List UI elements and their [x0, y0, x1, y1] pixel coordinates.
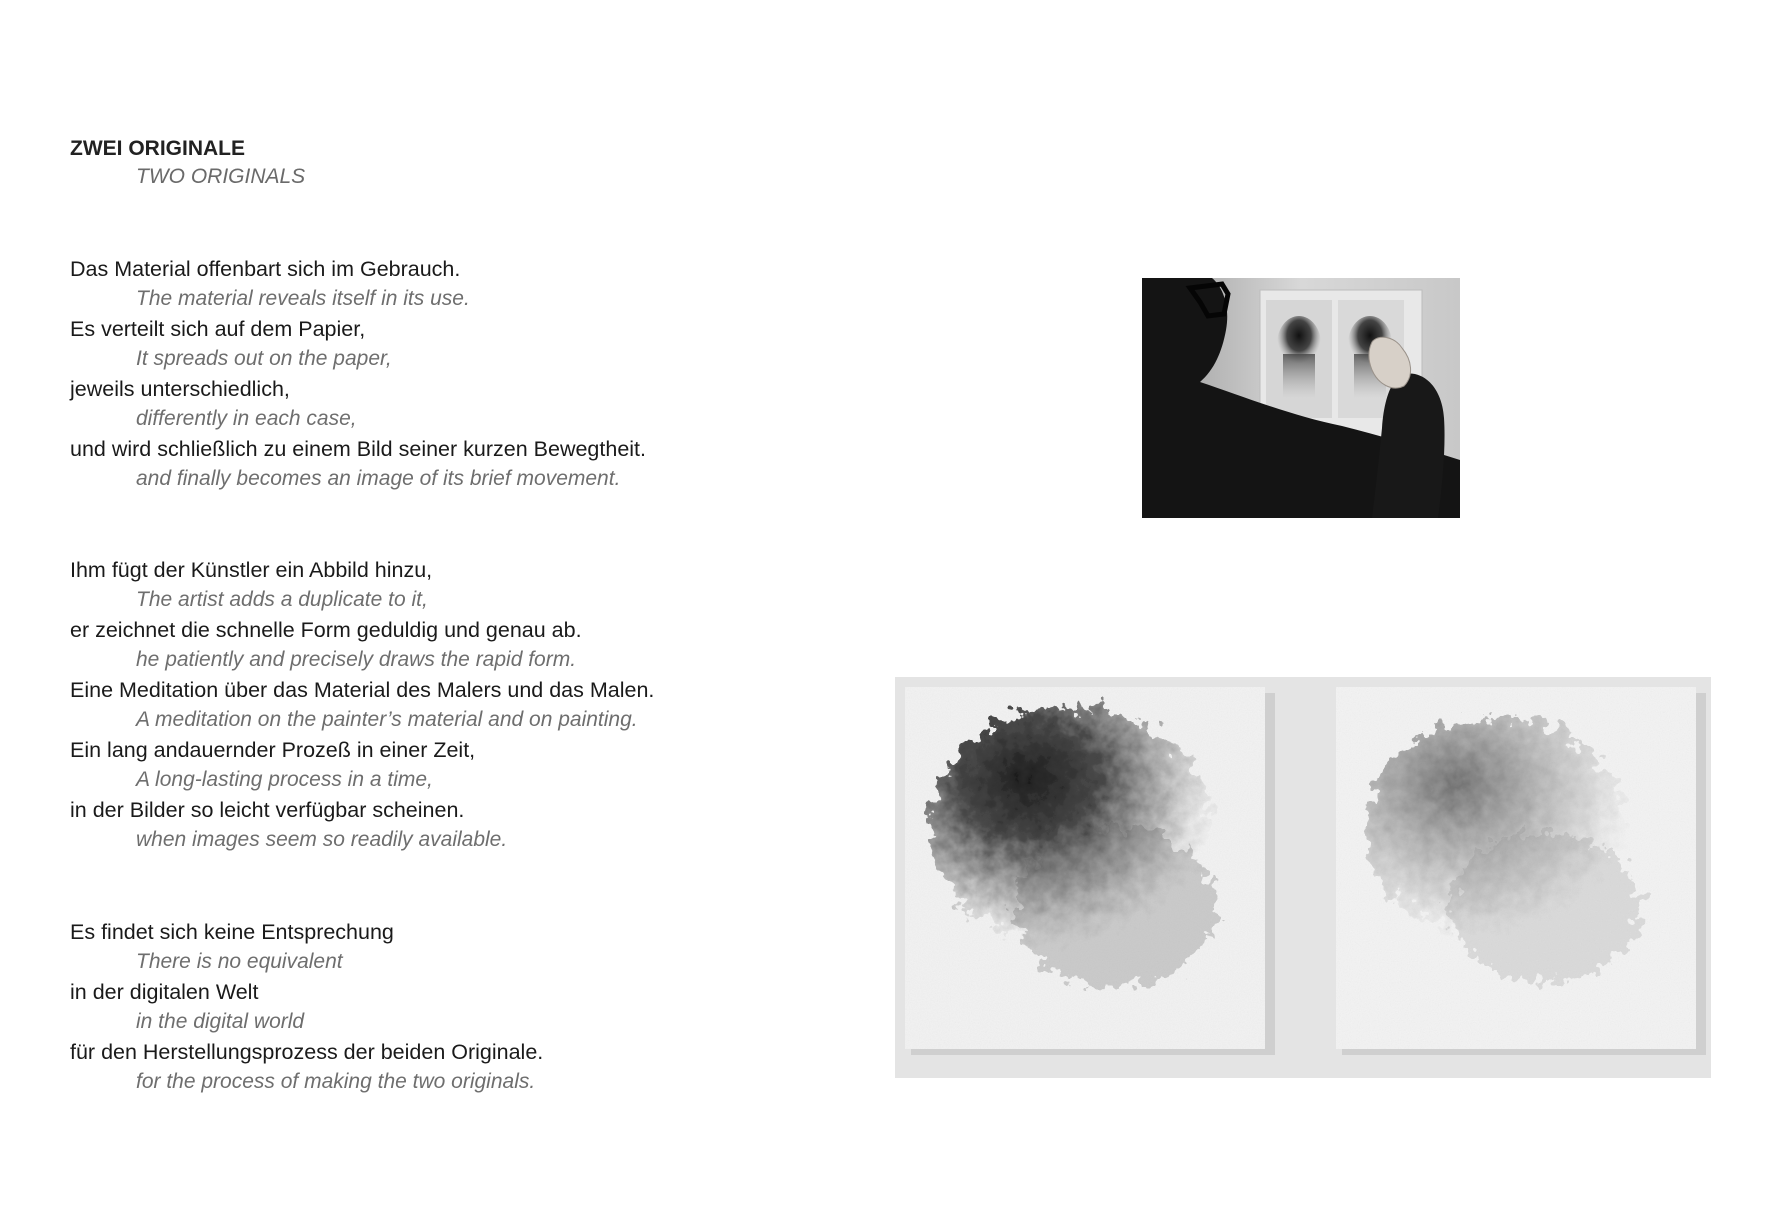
verse-english: when images seem so readily available. — [136, 828, 508, 851]
verse-german: er zeichnet die schnelle Form geduldig und genau ab. — [70, 618, 582, 642]
title-english: TWO ORIGINALS — [136, 165, 306, 188]
stanza-3 — [70, 917, 543, 1097]
verse-english: and finally becomes an image of its brief movement. — [136, 467, 621, 490]
title-german: ZWEI ORIGINALE — [70, 137, 245, 160]
artist-photo — [1142, 278, 1460, 518]
verse-english: The material reveals itself in its use. — [136, 287, 470, 310]
stanza-2 — [70, 555, 654, 855]
verse-english: differently in each case, — [136, 407, 357, 430]
verse-english: he patiently and precisely draws the rapid form. — [136, 648, 577, 671]
verse-german: Es verteilt sich auf dem Papier, — [70, 317, 366, 341]
verse-german: und wird schließlich zu einem Bild seiner kurzen Bewegtheit. — [70, 437, 646, 461]
diptych-photo — [895, 677, 1711, 1078]
diptych-illustration — [895, 677, 1711, 1078]
verse-german: in der Bilder so leicht verfügbar scheinen. — [70, 798, 465, 822]
verse-english: It spreads out on the paper, — [136, 347, 392, 370]
verse-english: in the digital world — [136, 1010, 305, 1033]
verse-german: für den Herstellungsprozess der beiden Originale. — [70, 1040, 544, 1064]
verse-english: There is no equivalent — [136, 950, 343, 973]
title-block — [70, 135, 305, 191]
verse-german: in der digitalen Welt — [70, 980, 259, 1004]
verse-german: Eine Meditation über das Material des Malers und das Malen. — [70, 678, 655, 702]
verse-english: The artist adds a duplicate to it, — [136, 588, 428, 611]
verse-english: A meditation on the painter’s material and on painting. — [136, 708, 638, 731]
verse-german: Es findet sich keine Entsprechung — [70, 920, 394, 944]
artist-photo-illustration — [1142, 278, 1460, 518]
verse-english: for the process of making the two originals. — [136, 1070, 536, 1093]
verse-english: A long-lasting process in a time, — [136, 768, 433, 791]
stanza-1 — [70, 254, 646, 494]
verse-german: jeweils unterschiedlich, — [70, 377, 290, 401]
verse-german: Das Material offenbart sich im Gebrauch. — [70, 257, 461, 281]
verse-german: Ihm fügt der Künstler ein Abbild hinzu, — [70, 558, 433, 582]
verse-german: Ein lang andauernder Prozeß in einer Zeit, — [70, 738, 476, 762]
